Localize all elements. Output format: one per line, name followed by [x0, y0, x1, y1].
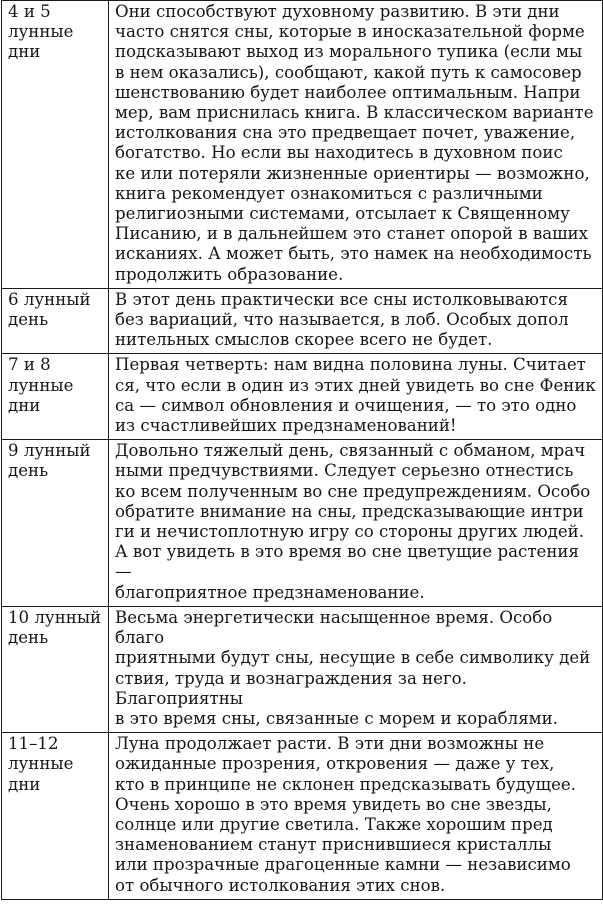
table-row	[2, 1, 603, 289]
lunar-day-label: 6 лунный день	[2, 288, 109, 354]
table-row	[2, 440, 603, 607]
lunar-day-description: Они способствуют духовному развитию. В эти дни часто снятся сны, которые в иносказательной форме подсказывают выход из морального тупика (если мы в нем оказались), сообщают, какой путь к самосовер шенствованию будет наиболее оптимальным. Напри мер, вам приснилась книга. В классическом варианте истолкования сна это предвещает почет, уважение, богатство. Но если вы находитесь в духовном поис ке или потеряли жизненные ориентиры — возможно, книга рекомендует ознакомиться с различными религиозными системами, отсылает к Священному Писанию, и в дальнейшем это станет опорой в ваших исканиях. А может быть, это намек на необходимость продолжить образование.	[109, 1, 603, 289]
lunar-day-label: 11–12 лунные дни	[2, 733, 109, 900]
table-row	[2, 733, 603, 900]
lunar-day-label: 10 лунный день	[2, 606, 109, 732]
lunar-day-description: Луна продолжает расти. В эти дни возможны не ожиданные прозрения, откровения — даже у тех, кто в принципе не склонен предсказывать будущее. Очень хорошо в это время увидеть во сне звезды, солнце или другие светила. Также хорошим пред знаменованием станут приснившиеся кристаллы или прозрачные драгоценные камни — независимо от обычного истолкования этих снов.	[109, 733, 603, 900]
table-row	[2, 354, 603, 440]
table-row	[2, 606, 603, 732]
lunar-day-label: 7 и 8 лунные дни	[2, 354, 109, 440]
lunar-days-table	[1, 0, 603, 900]
lunar-day-description: Первая четверть: нам видна половина луны. Считает ся, что если в один из этих дней увидеть во сне Феник са — символ обновления и очищения, — то это одно из счастливейших предзнаменований!	[109, 354, 603, 440]
table-row	[2, 288, 603, 354]
lunar-day-description: Довольно тяжелый день, связанный с обманом, мрач ными предчувствиями. Следует серьезно отнестись ко всем полученным во сне предупреждениям. Особо обратите внимание на сны, предсказывающие интри ги и нечистоплотную игру со стороны других людей. А вот увидеть в это время во сне цветущие растения — благоприятное предзнаменование.	[109, 440, 603, 607]
lunar-day-description: В этот день практически все сны истолковываются без вариаций, что называется, в лоб. Особых допол нительных смыслов скорее всего не будет.	[109, 288, 603, 354]
lunar-day-label: 9 лунный день	[2, 440, 109, 607]
lunar-day-description: Весьма энергетически насыщенное время. Особо благо приятными будут сны, несущие в себе символику дей ствия, труда и вознаграждения за него. Благоприятны в это время сны, связанные с морем и кораблями.	[109, 606, 603, 732]
lunar-day-label: 4 и 5 лунные дни	[2, 1, 109, 289]
